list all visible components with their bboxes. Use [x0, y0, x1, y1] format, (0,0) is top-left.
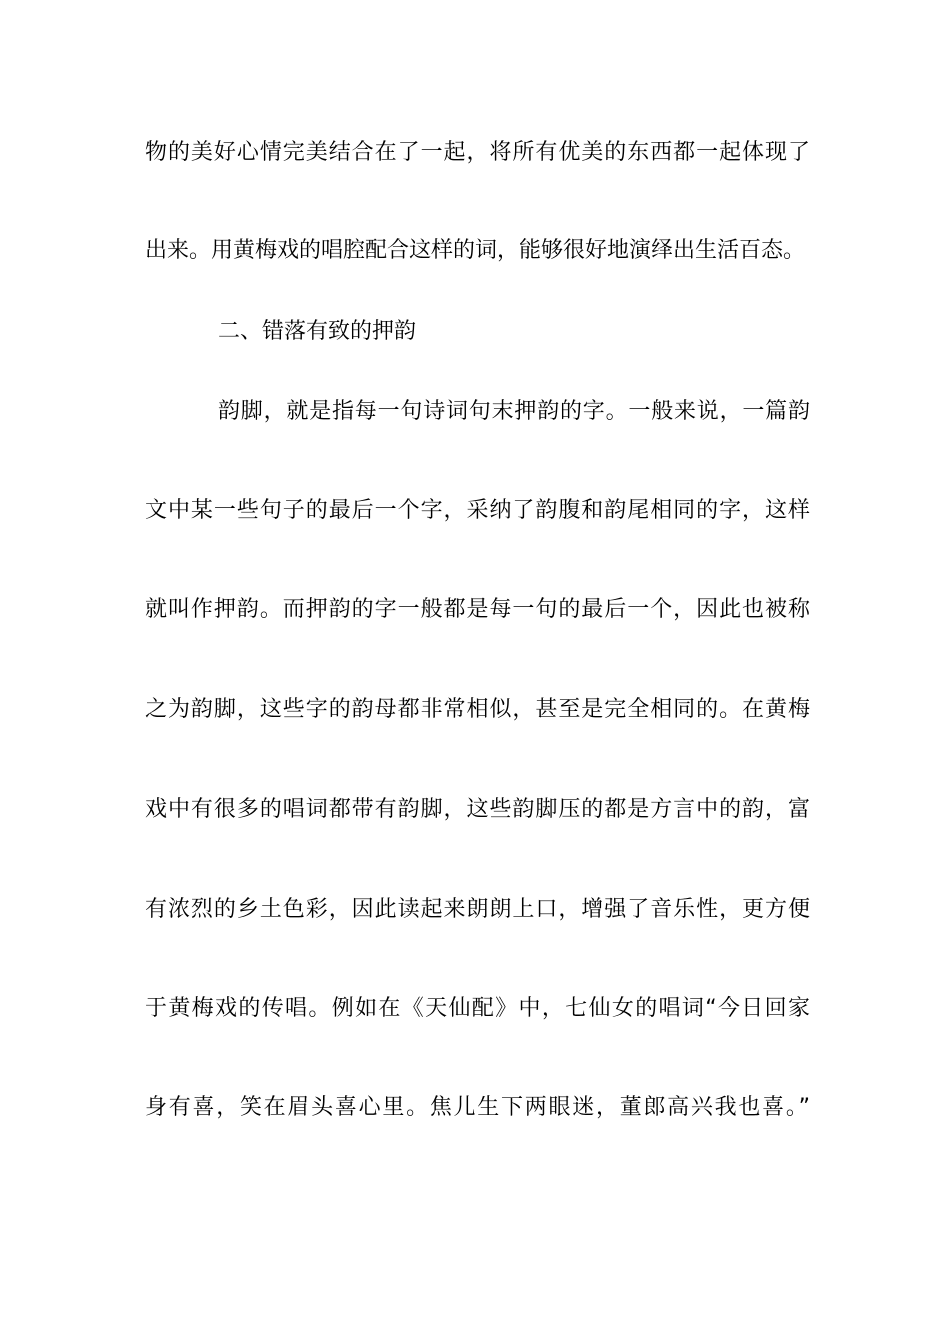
- paragraph-line: 戏中有很多的唱词都带有韵脚，这些韵脚压的都是方言中的韵，富: [145, 797, 810, 822]
- paragraph-line: 于黄梅戏的传唱。例如在《天仙配》中，七仙女的唱词“今日回家: [145, 996, 810, 1021]
- paragraph-line: 之为韵脚，这些字的韵母都非常相似，甚至是完全相同的。在黄梅: [145, 697, 810, 722]
- paragraph-line: 文中某一些句子的最后一个字，采纳了韵腹和韵尾相同的字，这样: [145, 498, 810, 523]
- paragraph-line: 有浓烈的乡土色彩，因此读起来朗朗上口，增强了音乐性，更方便: [145, 897, 810, 922]
- paragraph-line: 出来。用黄梅戏的唱腔配合这样的词，能够很好地演绎出生活百态。: [145, 238, 806, 263]
- paragraph-line: 物的美好心情完美结合在了一起，将所有优美的东西都一起体现了: [145, 140, 810, 165]
- paragraph-line: 身有喜，笑在眉头喜心里。焦儿生下两眼迷，董郎高兴我也喜。”: [145, 1095, 810, 1120]
- paragraph-line: 韵脚，就是指每一句诗词句末押韵的字。一般来说，一篇韵: [218, 399, 810, 424]
- section-heading: 二、错落有致的押韵: [218, 319, 417, 344]
- paragraph-line: 就叫作押韵。而押韵的字一般都是每一句的最后一个，因此也被称: [145, 597, 810, 622]
